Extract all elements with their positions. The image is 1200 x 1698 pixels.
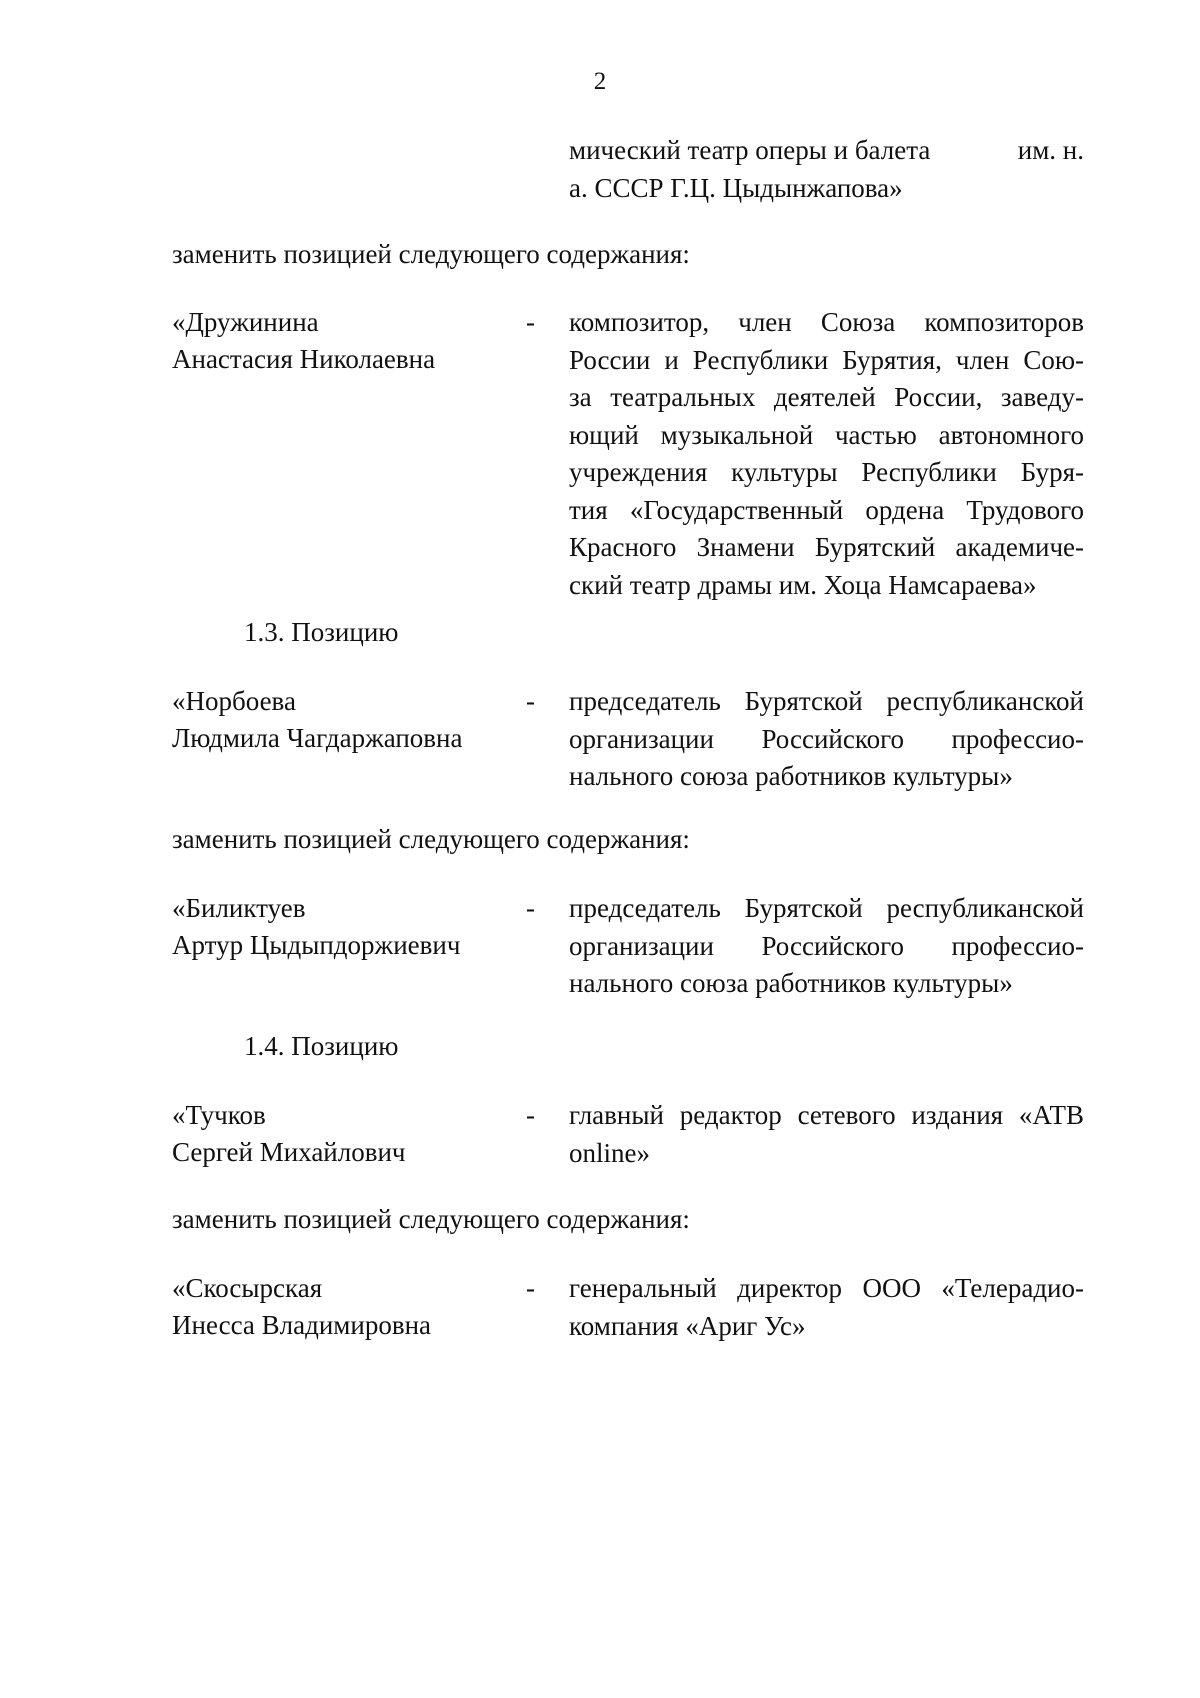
description-line: тия «Государственный ордена Трудового — [569, 494, 1084, 525]
member-description — [569, 1097, 1084, 1172]
member-description — [569, 890, 1084, 1003]
member-name — [172, 1270, 512, 1344]
description-line: председатель Бурятской республиканской — [569, 893, 1084, 923]
continuation-line-2: а. СССР Г.Ц. Цыдынжапова» — [569, 172, 903, 203]
item-heading-1-4: 1.4. Позицию — [244, 1031, 399, 1061]
member-given-names: Артур Цыдыпдоржиевич — [172, 930, 461, 960]
member-given-names: Инесса Владимировна — [172, 1310, 432, 1340]
replace-phrase-3: заменить позицией следующего содержания: — [172, 1204, 690, 1234]
description-line: председатель Бурятской республиканской — [569, 686, 1084, 716]
description-line: Красного Знамени Бурятский академиче- — [569, 532, 1084, 562]
member-name — [172, 1097, 512, 1171]
member-description — [569, 304, 1084, 604]
member-name — [172, 304, 512, 378]
page-number: 2 — [593, 68, 607, 95]
member-surname: «Скосырская — [172, 1273, 323, 1303]
member-surname: «Биликтуев — [172, 893, 306, 923]
description-line: композитор, член Союза композиторов — [569, 307, 1084, 337]
member-given-names: Сергей Михайлович — [172, 1137, 406, 1167]
entry-dash: - — [526, 307, 535, 337]
member-description — [569, 683, 1084, 796]
description-line: главный редактор сетевого издания «АТВ — [569, 1100, 1084, 1130]
entry-dash: - — [526, 1100, 535, 1130]
member-surname: «Дружинина — [172, 307, 319, 337]
continuation-line-1-left: мический театр оперы и балета — [569, 135, 931, 165]
member-surname: «Тучков — [172, 1100, 266, 1130]
entry-dash: - — [526, 893, 535, 923]
description-line: учреждения культуры Республики Буря- — [569, 457, 1084, 487]
description-line: России и Республики Бурятия, член Сою- — [569, 344, 1084, 375]
description-line: организации Российского профессио- — [569, 723, 1084, 754]
description-line: организации Российского профессио- — [569, 930, 1084, 961]
description-line: ющий музыкальной частью автономного — [569, 419, 1084, 450]
description-line: компания «Ариг Ус» — [569, 1310, 806, 1341]
continuation-line-1-right: им. н. — [1017, 135, 1084, 165]
replace-phrase-1: заменить позицией следующего содержания: — [172, 239, 690, 269]
description-line: ский театр драмы им. Хоца Намсараева» — [569, 569, 1037, 600]
member-description — [569, 1270, 1084, 1345]
replace-phrase-2: заменить позицией следующего содержания: — [172, 824, 690, 854]
entry-dash: - — [526, 686, 535, 716]
member-name — [172, 683, 512, 757]
entry-dash: - — [526, 1273, 535, 1303]
description-line: генеральный директор ООО «Телерадио- — [569, 1273, 1084, 1303]
item-heading-1-3: 1.3. Позицию — [244, 617, 399, 647]
member-given-names: Людмила Чагдаржаповна — [172, 723, 463, 753]
description-line: нального союза работников культуры» — [569, 761, 1013, 791]
member-surname: «Норбоева — [172, 686, 296, 716]
continuation-description — [569, 132, 1084, 207]
member-name — [172, 890, 512, 964]
continuation-line-1 — [569, 132, 1084, 170]
member-given-names: Анастасия Николаевна — [172, 344, 436, 374]
description-line: нального союза работников культуры» — [569, 968, 1013, 998]
description-line: за театральных деятелей России, заведу- — [569, 382, 1084, 412]
description-line: online» — [569, 1137, 650, 1168]
